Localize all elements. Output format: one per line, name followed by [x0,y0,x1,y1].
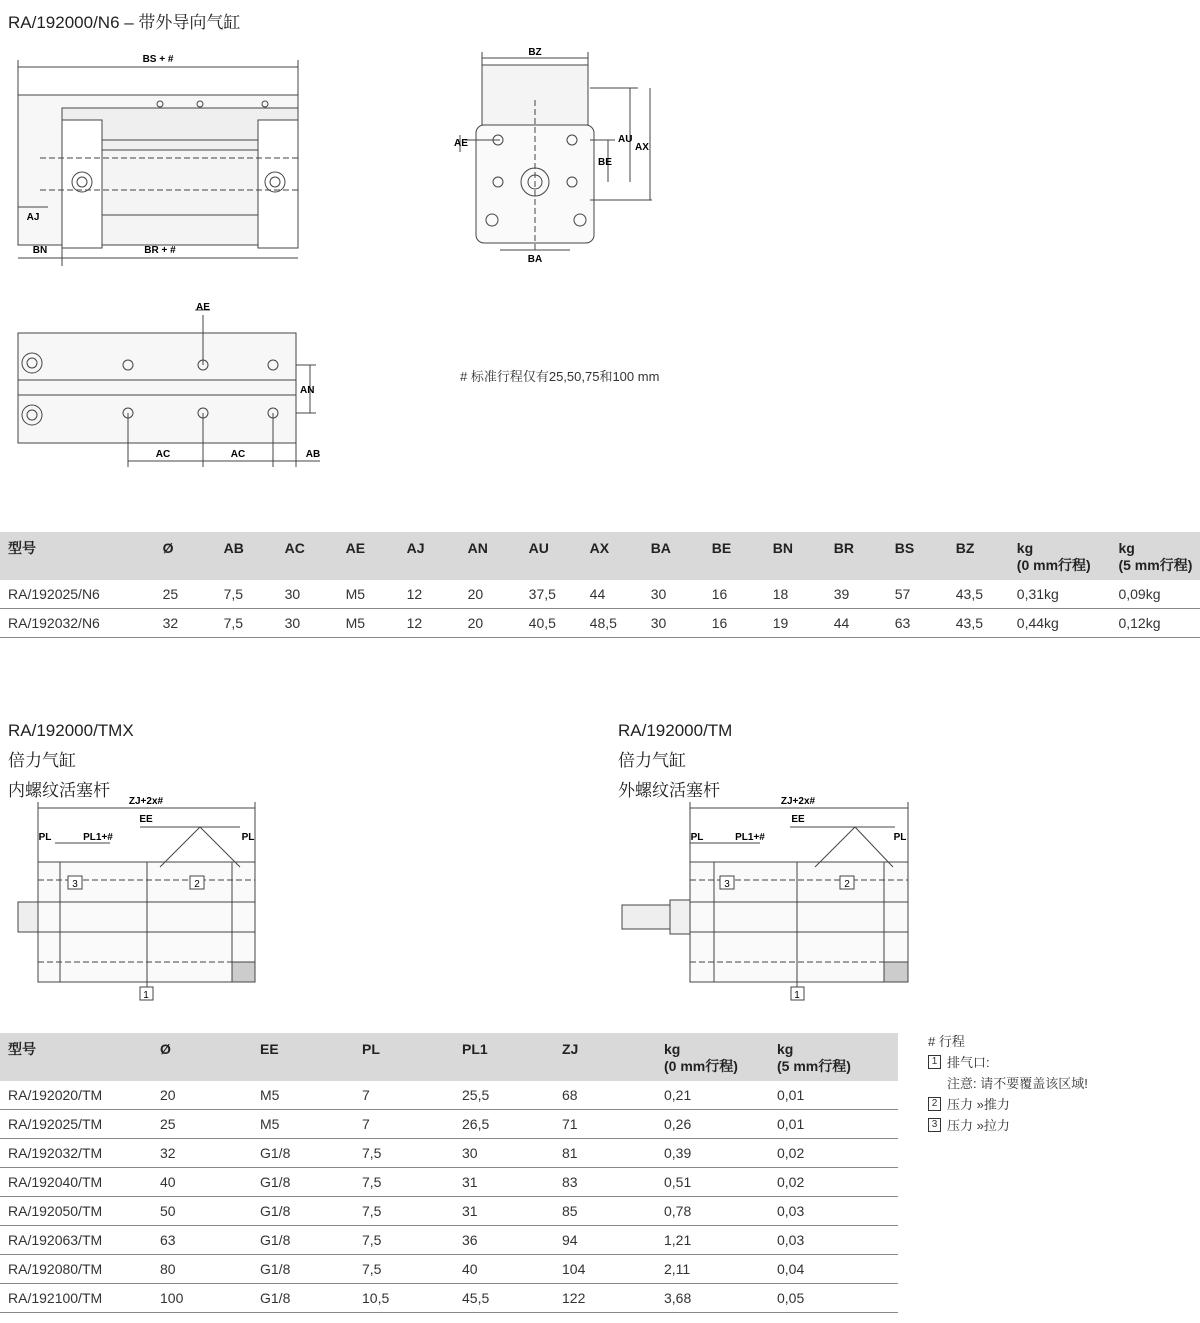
tm-table-cell: 0,39 [656,1139,769,1168]
tm-table-cell: 100 [152,1284,252,1313]
dim-an-label: AN [300,385,315,396]
n6-stroke-note: # 标准行程仅有25,50,75和100 mm [460,369,660,384]
n6-table-row [0,580,1200,609]
n6-table-cell: 12 [399,580,460,609]
tm-marker-3: 3 [724,879,730,890]
tm-table-cell: 2,11 [656,1255,769,1284]
dim-bs-label: BS + # [142,54,174,65]
n6-table-cell: 12 [399,609,460,638]
legend-text: 压力 »推力 [947,1097,1010,1112]
tm-table-cell: RA/192025/TM [0,1110,152,1139]
n6-table-cell: 63 [887,609,948,638]
tm-table-cell: 0,01 [769,1081,898,1110]
tm-table-cell: 7,5 [354,1255,454,1284]
tm-table-cell: 7,5 [354,1139,454,1168]
dim-ee-label: EE [139,814,153,825]
tm-table-header-cell: PL [354,1033,454,1081]
n6-table-header-cell: BS [887,532,948,580]
legend-text: 压力 »拉力 [947,1118,1010,1133]
tm-table-cell: RA/192020/TM [0,1081,152,1110]
tm-table-cell: 63 [152,1226,252,1255]
n6-table-cell: 20 [460,609,521,638]
tm-table-cell: G1/8 [252,1197,354,1226]
tm-table-cell: 0,51 [656,1168,769,1197]
tm-dim-pl1-label: PL1+# [735,832,765,843]
n6-top-view-drawing [0,295,340,475]
tmx-title: RA/192000/TMX [8,721,134,740]
tm-drawing [610,792,930,1012]
tm-table-cell: RA/192050/TM [0,1197,152,1226]
n6-table-cell: 0,44kg [1009,609,1111,638]
tm-table-row [0,1284,898,1313]
tm-table-cell: 83 [554,1168,656,1197]
tm-table-cell: 0,04 [769,1255,898,1284]
n6-table-cell: 16 [704,580,765,609]
tm-dim-pl-label: PL [690,832,704,843]
n6-table-cell: 44 [826,609,887,638]
tm-table-header-row [0,1033,898,1081]
legend-item [928,1093,1088,1114]
n6-table-cell: 39 [826,580,887,609]
tm-table-cell: RA/192080/TM [0,1255,152,1284]
tm-table-cell: 40 [152,1168,252,1197]
tm-table-cell: 45,5 [454,1284,554,1313]
tm-table-cell: 7 [354,1081,454,1110]
dim-pl-label: PL [38,832,52,843]
legend-text: 排气口: [947,1055,990,1070]
tm-table-cell: 0,01 [769,1110,898,1139]
n6-table-cell: 0,31kg [1009,580,1111,609]
dim-br-label: BR + # [144,245,176,256]
tm-table-cell: 50 [152,1197,252,1226]
tm-table-cell: 10,5 [354,1284,454,1313]
tm-table-cell: 0,26 [656,1110,769,1139]
n6-table-header-cell: BN [765,532,826,580]
tm-table-cell: G1/8 [252,1284,354,1313]
tm-table-header-cell: EE [252,1033,354,1081]
n6-table-cell: 57 [887,580,948,609]
tm-marker-2: 2 [844,879,850,890]
n6-table-header-cell: BE [704,532,765,580]
tm-table-cell: M5 [252,1081,354,1110]
marker-1: 1 [143,990,149,1001]
n6-table-row [0,609,1200,638]
dim-be-label: BE [598,157,612,168]
n6-end-view-drawing [440,40,670,270]
legend-number-box: 3 [928,1118,941,1132]
tm-table-header-cell: 型号 [0,1033,152,1081]
n6-section-title: RA/192000/N6 – 带外导向气缸 [8,13,241,32]
n6-table-header-cell: BA [643,532,704,580]
tm-table-cell: 3,68 [656,1284,769,1313]
tm-table-cell: G1/8 [252,1139,354,1168]
n6-table-header-cell: kg (5 mm行程) [1110,532,1200,580]
n6-table-header-cell: 型号 [0,532,155,580]
n6-table-cell: RA/192032/N6 [0,609,155,638]
tm-table-row [0,1226,898,1255]
dim-ba-label: BA [527,254,543,265]
tm-dim-zj-label: ZJ+2x# [780,796,816,807]
tm-dim-pl-label-right: PL [893,832,907,843]
tm-table-cell: G1/8 [252,1168,354,1197]
legend-item [928,1072,1088,1093]
n6-table-cell: 30 [643,609,704,638]
tm-table-row [0,1110,898,1139]
n6-table-cell: 48,5 [582,609,643,638]
n6-table-cell: 20 [460,580,521,609]
n6-spec-table [0,532,1200,638]
n6-table-header-cell: AJ [399,532,460,580]
tm-table-cell: 25,5 [454,1081,554,1110]
tm-table-cell: 122 [554,1284,656,1313]
n6-table-header-cell: BZ [948,532,1009,580]
n6-table-cell: 43,5 [948,609,1009,638]
n6-table-header-cell: Ø [155,532,216,580]
tm-table-cell: 20 [152,1081,252,1110]
n6-table-cell: 44 [582,580,643,609]
n6-table-cell: 30 [277,609,338,638]
tm-table-cell: 94 [554,1226,656,1255]
tm-table-cell: 81 [554,1139,656,1168]
n6-table-header-row [0,532,1200,580]
tm-table-cell: 7 [354,1110,454,1139]
legend-number-box: 2 [928,1097,941,1111]
n6-table-header-cell: BR [826,532,887,580]
tm-table-cell: 36 [454,1226,554,1255]
n6-table-cell: 18 [765,580,826,609]
n6-table-cell: 7,5 [216,580,277,609]
n6-table-header-cell: AN [460,532,521,580]
tm-table-cell: RA/192100/TM [0,1284,152,1313]
dim-ab-label: AB [305,449,321,460]
legend-item [928,1114,1088,1135]
dim-pl-label-right: PL [241,832,255,843]
tm-table-cell: 85 [554,1197,656,1226]
n6-table-cell: 0,09kg [1110,580,1200,609]
n6-table-header-cell: AU [521,532,582,580]
tm-table-cell: 7,5 [354,1168,454,1197]
dim-au-label: AU [618,134,633,145]
n6-table-cell: 25 [155,580,216,609]
tm-table-cell: 104 [554,1255,656,1284]
tm-table-cell: 31 [454,1197,554,1226]
tm-table-row [0,1197,898,1226]
dim-ae-label: AE [454,138,468,149]
tm-table-cell: 0,02 [769,1139,898,1168]
n6-table-header-cell: AB [216,532,277,580]
n6-table-cell: M5 [338,609,399,638]
dim-zj-label: ZJ+2x# [128,796,164,807]
tm-table-cell: 7,5 [354,1197,454,1226]
n6-table-cell: 43,5 [948,580,1009,609]
dim-bz-label: BZ [528,47,542,58]
n6-table-cell: 19 [765,609,826,638]
n6-table-header-cell: AC [277,532,338,580]
tm-table-cell: RA/192040/TM [0,1168,152,1197]
tm-table-header-cell: PL1 [454,1033,554,1081]
tm-table-cell: G1/8 [252,1226,354,1255]
tm-table-cell: 0,03 [769,1226,898,1255]
tm-table-cell: 68 [554,1081,656,1110]
n6-table-cell: 16 [704,609,765,638]
legend-item [928,1051,1088,1072]
tmx-drawing [0,792,290,1012]
n6-table-header-cell: AX [582,532,643,580]
n6-table-cell: M5 [338,580,399,609]
n6-table-header-cell: AE [338,532,399,580]
tm-table-cell: 0,02 [769,1168,898,1197]
tm-table-cell: 7,5 [354,1226,454,1255]
n6-table-cell: 32 [155,609,216,638]
n6-table-cell: 7,5 [216,609,277,638]
dim-ax-label: AX [635,142,649,153]
tm-table-cell: G1/8 [252,1255,354,1284]
tm-table-cell: M5 [252,1110,354,1139]
tmx-rod-type: 内螺纹活塞杆 [8,781,110,800]
tm-table-cell: 71 [554,1110,656,1139]
tm-table-header-cell: kg (5 mm行程) [769,1033,898,1081]
tm-table-cell: 30 [454,1139,554,1168]
tm-table-cell: 80 [152,1255,252,1284]
n6-table-cell: 30 [643,580,704,609]
tm-table-row [0,1168,898,1197]
tm-table-cell: RA/192063/TM [0,1226,152,1255]
tm-table-cell: 25 [152,1110,252,1139]
tm-table-cell: 0,21 [656,1081,769,1110]
tm-table-row [0,1081,898,1110]
n6-table-cell: 40,5 [521,609,582,638]
legend-text: 注意: 请不要覆盖该区域! [947,1076,1088,1091]
tm-rod-type: 外螺纹活塞杆 [618,781,720,800]
tm-title: RA/192000/TM [618,721,733,740]
tm-table-cell: 0,78 [656,1197,769,1226]
legend-stroke-note: # 行程 [928,1034,965,1049]
tm-table-header-cell: Ø [152,1033,252,1081]
tm-table-cell: 40 [454,1255,554,1284]
tm-table-cell: 26,5 [454,1110,554,1139]
tm-table-cell: 31 [454,1168,554,1197]
tm-table-cell: RA/192032/TM [0,1139,152,1168]
dim-ac-label-1: AC [155,449,171,460]
n6-table-cell: RA/192025/N6 [0,580,155,609]
tm-table-cell: 0,05 [769,1284,898,1313]
n6-side-view-drawing [0,40,320,270]
dim-ac-label-2: AC [230,449,246,460]
tm-table-cell: 32 [152,1139,252,1168]
n6-table-header-cell: kg (0 mm行程) [1009,532,1111,580]
n6-table-cell: 0,12kg [1110,609,1200,638]
tm-table-header-cell: ZJ [554,1033,656,1081]
legend [928,1030,1088,1135]
tm-table-row [0,1255,898,1284]
tm-marker-1: 1 [794,990,800,1001]
marker-2: 2 [194,879,200,890]
n6-table-cell: 37,5 [521,580,582,609]
tm-subtitle: 倍力气缸 [618,751,686,770]
dim-ae-top-label: AE [196,302,210,313]
n6-table-cell: 30 [277,580,338,609]
tm-table-cell: 1,21 [656,1226,769,1255]
legend-number-box: 1 [928,1055,941,1069]
tm-table-cell: 0,03 [769,1197,898,1226]
dim-pl1-label: PL1+# [83,832,113,843]
tm-table-header-cell: kg (0 mm行程) [656,1033,769,1081]
tm-table-row [0,1139,898,1168]
marker-3: 3 [72,879,78,890]
tm-dim-ee-label: EE [791,814,805,825]
dim-bn-label: BN [32,245,48,256]
dim-aj-label: AJ [26,212,40,223]
tm-spec-table [0,1033,898,1313]
tmx-subtitle: 倍力气缸 [8,751,76,770]
